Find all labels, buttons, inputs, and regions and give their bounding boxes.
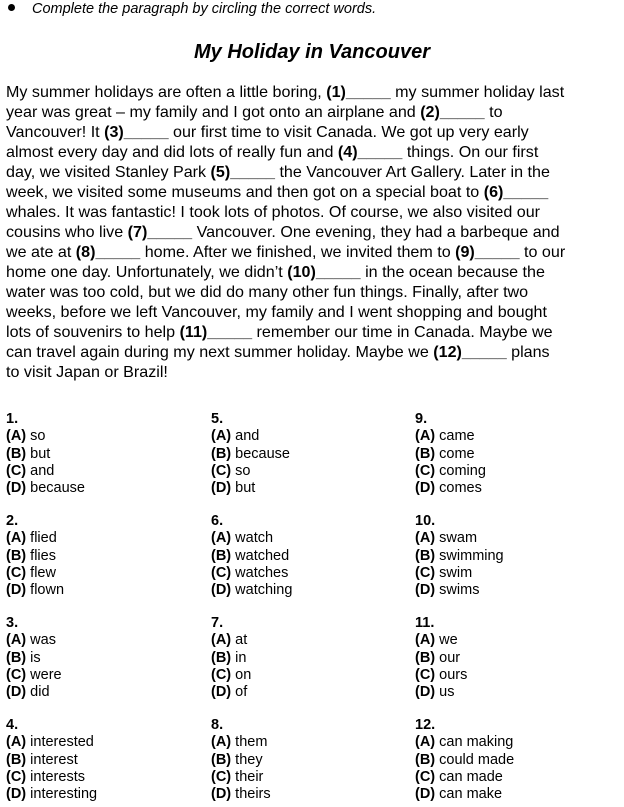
answer-blank: (11)_____: [179, 323, 253, 341]
answer-option[interactable]: [211, 480, 290, 497]
paragraph-line: [6, 362, 618, 382]
option-letter: (C): [211, 666, 232, 683]
answer-option[interactable]: [211, 650, 251, 667]
answer-option[interactable]: [6, 786, 97, 803]
option-letter: (B): [211, 751, 232, 768]
option-letter: (A): [211, 428, 232, 445]
paragraph-text: water was too cold, but we did do many other fun things. Finally, after two: [6, 283, 529, 301]
paragraph-text: cousins who live: [6, 223, 128, 241]
question-number: 4.: [6, 717, 19, 733]
option-text: on: [231, 666, 252, 683]
paragraph-line: [6, 302, 618, 322]
paragraph-text: week, we visited some museums and then got on a special boat to: [6, 183, 484, 201]
paragraph-text: we ate at: [6, 243, 76, 261]
option-letter: (D): [211, 582, 232, 599]
option-text: watching: [231, 582, 293, 599]
option-letter: (D): [415, 480, 436, 497]
answer-option[interactable]: [415, 667, 467, 684]
answer-blank: (5)_____: [210, 163, 275, 181]
paragraph-line: [6, 342, 618, 362]
option-text: watches: [231, 564, 289, 581]
option-text: of: [231, 684, 248, 701]
paragraph-text: Vancouver. One evening, they had a barbeque and: [192, 223, 560, 241]
option-letter: (A): [415, 734, 436, 751]
answer-blank: (12)_____: [433, 343, 507, 361]
option-text: flies: [26, 547, 56, 564]
paragraph-text: our first time to visit Canada. We got up very early: [168, 123, 529, 141]
answer-option[interactable]: [415, 632, 467, 649]
option-letter: (C): [415, 666, 436, 683]
paragraph-text: Vancouver! It: [6, 123, 105, 141]
answer-option[interactable]: [211, 632, 251, 649]
paragraph-text: my summer holiday last: [390, 83, 565, 101]
paragraph-text: in the ocean because the: [360, 263, 545, 281]
option-text: swim: [435, 564, 473, 581]
answer-option[interactable]: [6, 428, 85, 445]
question-item: [211, 615, 251, 701]
option-text: watched: [231, 547, 290, 564]
answer-blank: (9)_____: [455, 243, 520, 261]
answer-blank: (10)_____: [287, 263, 361, 281]
option-text: flied: [26, 530, 57, 547]
option-letter: (B): [415, 547, 436, 564]
answer-option[interactable]: [6, 480, 85, 497]
option-text: swims: [435, 582, 480, 599]
option-letter: (D): [415, 582, 436, 599]
option-letter: (D): [6, 786, 27, 803]
question-number: 7.: [211, 615, 224, 631]
paragraph-text: My summer holidays are often a little boring,: [6, 83, 327, 101]
option-letter: (D): [211, 480, 232, 497]
option-letter: (C): [6, 768, 27, 785]
question-item: [6, 411, 85, 497]
paragraph-line: [6, 222, 618, 242]
question-number: 6.: [211, 513, 224, 529]
paragraph-text: plans: [506, 343, 550, 361]
question-item: [6, 513, 64, 599]
answer-option[interactable]: [415, 684, 467, 701]
option-letter: (C): [211, 462, 232, 479]
paragraph-text: lots of souvenirs to help: [6, 323, 180, 341]
option-text: can make: [435, 786, 503, 803]
answer-option[interactable]: [211, 446, 290, 463]
question-number: 10.: [415, 513, 436, 529]
paragraph-line: [6, 242, 618, 262]
option-text: can made: [435, 768, 503, 785]
answer-option[interactable]: [6, 650, 62, 667]
paragraph-text: home. After we finished, we invited them to: [140, 243, 456, 261]
question-item: [415, 411, 486, 497]
answer-option[interactable]: [211, 769, 271, 786]
option-letter: (D): [211, 786, 232, 803]
option-letter: (D): [6, 684, 27, 701]
option-letter: (B): [211, 547, 232, 564]
option-text: were: [26, 666, 62, 683]
passage-paragraph: [6, 82, 618, 382]
answer-option[interactable]: [415, 734, 514, 751]
paragraph-text: almost every day and did lots of really fun and: [6, 143, 338, 161]
answer-option[interactable]: [6, 684, 62, 701]
answer-option[interactable]: [415, 582, 504, 599]
option-letter: (B): [415, 649, 436, 666]
option-text: but: [231, 480, 256, 497]
option-letter: (A): [6, 530, 27, 547]
page-title: My Holiday in Vancouver: [194, 41, 430, 63]
question-number: 8.: [211, 717, 224, 733]
option-text: so: [231, 462, 251, 479]
answer-option[interactable]: [6, 632, 62, 649]
instruction: [8, 0, 376, 18]
answer-option[interactable]: [211, 734, 271, 751]
option-text: them: [231, 734, 268, 751]
option-letter: (A): [415, 530, 436, 547]
option-letter: (B): [6, 445, 27, 462]
option-text: flew: [26, 564, 56, 581]
answer-option[interactable]: [415, 446, 486, 463]
option-letter: (C): [211, 564, 232, 581]
answer-option[interactable]: [6, 565, 64, 582]
question-item: [415, 717, 514, 803]
question-item: [415, 615, 467, 701]
paragraph-text: the Vancouver Art Gallery. Later in the: [274, 163, 550, 181]
option-letter: (D): [211, 684, 232, 701]
answer-option[interactable]: [415, 769, 514, 786]
answer-option[interactable]: [6, 548, 64, 565]
option-text: interest: [26, 751, 78, 768]
question-number: 9.: [415, 411, 428, 427]
option-text: because: [231, 445, 290, 462]
option-text: so: [26, 428, 46, 445]
option-letter: (A): [211, 632, 232, 649]
paragraph-line: [6, 162, 618, 182]
question-item: [211, 411, 290, 497]
option-text: but: [26, 445, 51, 462]
question-item: [211, 513, 292, 599]
option-letter: (A): [6, 632, 27, 649]
answer-option[interactable]: [211, 684, 251, 701]
option-text: because: [26, 480, 85, 497]
paragraph-text: whales. It was fantastic! I took lots of photos. Of course, we also visited our: [6, 203, 541, 221]
option-text: ours: [435, 666, 468, 683]
option-text: and: [26, 462, 55, 479]
question-number: 1.: [6, 411, 19, 427]
answer-option[interactable]: [415, 480, 486, 497]
option-letter: (B): [6, 751, 27, 768]
question-number: 12.: [415, 717, 436, 733]
option-text: theirs: [231, 786, 271, 803]
question-item: [211, 717, 271, 803]
paragraph-line: [6, 102, 618, 122]
option-text: our: [435, 649, 461, 666]
option-letter: (A): [415, 632, 436, 649]
paragraph-line: [6, 182, 618, 202]
answer-option[interactable]: [415, 428, 486, 445]
paragraph-text: to our: [519, 243, 566, 261]
option-letter: (A): [415, 428, 436, 445]
option-text: flown: [26, 582, 65, 599]
answer-option[interactable]: [6, 734, 97, 751]
paragraph-line: [6, 122, 618, 142]
answer-option[interactable]: [415, 565, 504, 582]
paragraph-line: [6, 322, 618, 342]
option-letter: (A): [6, 428, 27, 445]
answer-option[interactable]: [415, 530, 504, 547]
paragraph-text: to: [484, 103, 503, 121]
option-letter: (D): [415, 684, 436, 701]
answer-option[interactable]: [211, 786, 271, 803]
option-text: comes: [435, 480, 482, 497]
option-letter: (C): [6, 564, 27, 581]
option-letter: (B): [211, 445, 232, 462]
option-letter: (C): [6, 666, 27, 683]
answer-option[interactable]: [415, 548, 504, 565]
answer-option[interactable]: [211, 530, 292, 547]
option-letter: (B): [415, 751, 436, 768]
paragraph-line: [6, 262, 618, 282]
answer-option[interactable]: [211, 565, 292, 582]
option-letter: (D): [6, 480, 27, 497]
instruction-text: Complete the paragraph by circling the correct words.: [32, 1, 377, 17]
answer-blank: (8)_____: [75, 243, 141, 261]
option-letter: (C): [6, 462, 27, 479]
option-text: at: [231, 632, 248, 649]
option-text: interesting: [26, 786, 98, 803]
answer-option[interactable]: [415, 752, 514, 769]
answer-blank: (1)_____: [326, 83, 391, 101]
option-text: can making: [435, 734, 514, 751]
bullet-icon: [8, 4, 15, 11]
answer-blank: (3)_____: [104, 123, 169, 141]
option-text: come: [435, 445, 475, 462]
answer-blank: (7)_____: [127, 223, 193, 241]
question-number: 11.: [415, 615, 435, 631]
answer-option[interactable]: [6, 667, 62, 684]
option-text: swam: [435, 530, 478, 547]
option-letter: (A): [6, 734, 27, 751]
answer-blank: (2)_____: [420, 103, 485, 121]
question-number: 3.: [6, 615, 19, 631]
answer-option[interactable]: [6, 446, 85, 463]
option-letter: (D): [415, 786, 436, 803]
paragraph-line: [6, 82, 618, 102]
option-letter: (A): [211, 530, 232, 547]
option-text: is: [26, 649, 41, 666]
option-letter: (C): [415, 564, 436, 581]
answer-option[interactable]: [415, 786, 514, 803]
paragraph-line: [6, 282, 618, 302]
question-item: [415, 513, 504, 599]
answer-option[interactable]: [211, 582, 292, 599]
option-text: and: [231, 428, 260, 445]
answer-option[interactable]: [211, 463, 290, 480]
paragraph-line: [6, 202, 618, 222]
question-number: 2.: [6, 513, 19, 529]
question-item: [6, 615, 62, 701]
option-letter: (C): [415, 462, 436, 479]
answer-option[interactable]: [6, 769, 97, 786]
paragraph-text: remember our time in Canada. Maybe we: [252, 323, 553, 341]
answer-blank: (6)_____: [483, 183, 549, 201]
paragraph-text: to visit Japan or Brazil!: [6, 363, 168, 381]
paragraph-text: things. On our first: [402, 143, 539, 161]
paragraph-text: day, we visited Stanley Park: [6, 163, 211, 181]
option-text: we: [435, 632, 458, 649]
option-text: swimming: [435, 547, 504, 564]
answer-option[interactable]: [211, 428, 290, 445]
option-text: their: [231, 768, 264, 785]
option-letter: (C): [211, 768, 232, 785]
option-letter: (C): [415, 768, 436, 785]
answer-option[interactable]: [6, 463, 85, 480]
option-text: came: [435, 428, 475, 445]
option-text: could made: [435, 751, 515, 768]
answer-option[interactable]: [211, 667, 251, 684]
paragraph-line: [6, 142, 618, 162]
paragraph-text: year was great – my family and I got onto an airplane and: [6, 103, 421, 121]
option-letter: (D): [6, 582, 27, 599]
option-text: did: [26, 684, 50, 701]
answer-option[interactable]: [415, 650, 467, 667]
option-letter: (B): [415, 445, 436, 462]
answer-option[interactable]: [415, 463, 486, 480]
answer-option[interactable]: [6, 582, 64, 599]
option-letter: (A): [211, 734, 232, 751]
answer-option[interactable]: [6, 530, 64, 547]
paragraph-text: can travel again during my next summer holiday. Maybe we: [6, 343, 434, 361]
answer-option[interactable]: [211, 548, 292, 565]
question-number: 5.: [211, 411, 224, 427]
option-letter: (B): [211, 649, 232, 666]
answer-blank: (4)_____: [337, 143, 403, 161]
answer-option[interactable]: [211, 752, 271, 769]
option-text: was: [26, 632, 56, 649]
question-item: [6, 717, 97, 803]
option-text: in: [231, 649, 247, 666]
option-text: watch: [231, 530, 274, 547]
option-text: us: [435, 684, 455, 701]
option-letter: (B): [6, 649, 27, 666]
paragraph-text: weeks, before we left Vancouver, my family and I went shopping and bought: [6, 303, 547, 321]
answer-option[interactable]: [6, 752, 97, 769]
option-text: interested: [26, 734, 94, 751]
option-text: interests: [26, 768, 85, 785]
option-letter: (B): [6, 547, 27, 564]
option-text: they: [231, 751, 263, 768]
paragraph-text: home one day. Unfortunately, we didn’t: [6, 263, 288, 281]
option-text: coming: [435, 462, 486, 479]
